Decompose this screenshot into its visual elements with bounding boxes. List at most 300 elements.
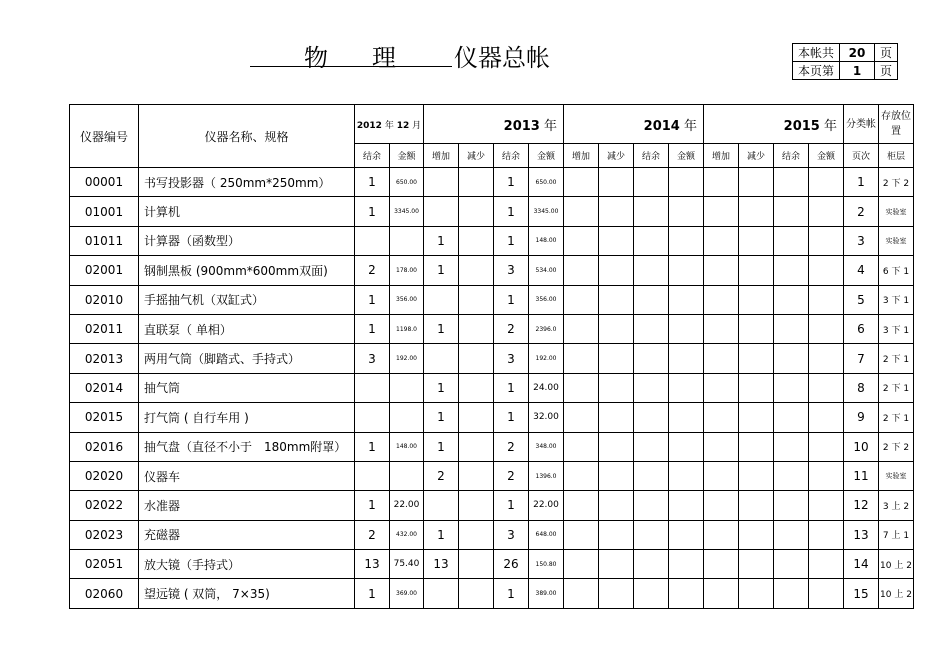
empty-cell [774, 491, 809, 520]
amount-2012: 178.00 [390, 256, 424, 285]
category-page: 2 [844, 197, 879, 226]
empty-cell [809, 432, 844, 461]
instrument-code: 02020 [70, 461, 139, 490]
amount-2013: 148.00 [529, 226, 564, 255]
current-page-value: 1 [840, 62, 875, 80]
instrument-code: 02060 [70, 579, 139, 608]
empty-cell [739, 344, 774, 373]
instrument-name: 充磁器 [139, 520, 355, 549]
category-page: 4 [844, 256, 879, 285]
decrease-2013 [459, 285, 494, 314]
amount-2012: 432.00 [390, 520, 424, 549]
storage-shelf: 3 上 2 [879, 491, 914, 520]
empty-cell [704, 491, 739, 520]
empty-cell [704, 344, 739, 373]
empty-cell [564, 197, 599, 226]
instrument-name: 手摇抽气机（双缸式） [139, 285, 355, 314]
storage-shelf: 10 上 2 [879, 579, 914, 608]
empty-cell [739, 491, 774, 520]
balance-2013: 3 [494, 520, 529, 549]
empty-cell [774, 550, 809, 579]
instrument-name: 打气筒 ( 自行车用 ) [139, 403, 355, 432]
amount-2013: 650.00 [529, 168, 564, 197]
balance-2013: 1 [494, 403, 529, 432]
decrease-2013 [459, 491, 494, 520]
empty-cell [774, 373, 809, 402]
sub-shelf: 柜层 [879, 144, 914, 168]
category-page: 6 [844, 314, 879, 343]
amount-2012: 650.00 [390, 168, 424, 197]
balance-2013: 3 [494, 256, 529, 285]
empty-cell [739, 403, 774, 432]
instrument-code: 02011 [70, 314, 139, 343]
empty-cell [704, 403, 739, 432]
sub-2012-balance: 结余 [355, 144, 390, 168]
amount-2012: 1198.0 [390, 314, 424, 343]
ledger-table [69, 104, 914, 609]
instrument-code: 02016 [70, 432, 139, 461]
sub-2015-amount: 金额 [809, 144, 844, 168]
increase-2013 [424, 168, 459, 197]
amount-2012: 148.00 [390, 432, 424, 461]
current-page-unit: 页 [875, 62, 898, 80]
table-row [70, 520, 914, 549]
empty-cell [599, 285, 634, 314]
table-row [70, 403, 914, 432]
header-2012-month: 12 [396, 120, 410, 131]
empty-cell [739, 550, 774, 579]
amount-2013: 24.00 [529, 373, 564, 402]
table-row [70, 314, 914, 343]
table-row [70, 491, 914, 520]
balance-2013: 1 [494, 226, 529, 255]
empty-cell [564, 432, 599, 461]
empty-cell [739, 314, 774, 343]
table-row [70, 432, 914, 461]
empty-cell [599, 197, 634, 226]
storage-shelf: 2 下 1 [879, 344, 914, 373]
instrument-code: 02014 [70, 373, 139, 402]
decrease-2013 [459, 373, 494, 402]
title-suffix: 仪器总帐 [454, 44, 550, 72]
instrument-code: 02001 [70, 256, 139, 285]
subject-underline [250, 38, 452, 67]
empty-cell [809, 314, 844, 343]
empty-cell [809, 285, 844, 314]
header-2012-month-unit: 月 [412, 120, 422, 131]
increase-2013 [424, 579, 459, 608]
balance-2012: 1 [355, 432, 390, 461]
header-2014 [564, 105, 704, 144]
table-row [70, 373, 914, 402]
table-row [70, 461, 914, 490]
empty-cell [774, 461, 809, 490]
amount-2013: 22.00 [529, 491, 564, 520]
empty-cell [704, 579, 739, 608]
empty-cell [774, 344, 809, 373]
empty-cell [774, 432, 809, 461]
table-row [70, 226, 914, 255]
increase-2013: 1 [424, 432, 459, 461]
empty-cell [739, 256, 774, 285]
title-subject-char1: 物 [304, 44, 328, 72]
sub-2013-balance: 结余 [494, 144, 529, 168]
header-2013-year-unit: 年 [543, 118, 557, 134]
empty-cell [599, 344, 634, 373]
empty-cell [739, 197, 774, 226]
empty-cell [599, 461, 634, 490]
increase-2013: 1 [424, 256, 459, 285]
empty-cell [669, 432, 704, 461]
empty-cell [739, 285, 774, 314]
empty-cell [809, 226, 844, 255]
empty-cell [669, 344, 704, 373]
balance-2013: 26 [494, 550, 529, 579]
empty-cell [564, 550, 599, 579]
increase-2013: 2 [424, 461, 459, 490]
storage-shelf: 2 下 1 [879, 403, 914, 432]
decrease-2013 [459, 432, 494, 461]
header-2015 [704, 105, 844, 144]
instrument-name: 抽气筒 [139, 373, 355, 402]
header-2013 [424, 105, 564, 144]
instrument-code: 01001 [70, 197, 139, 226]
amount-2013: 150.80 [529, 550, 564, 579]
instrument-code: 02023 [70, 520, 139, 549]
empty-cell [704, 168, 739, 197]
empty-cell [564, 168, 599, 197]
empty-cell [669, 373, 704, 402]
empty-cell [564, 491, 599, 520]
empty-cell [809, 168, 844, 197]
empty-cell [564, 226, 599, 255]
amount-2013: 648.00 [529, 520, 564, 549]
empty-cell [774, 403, 809, 432]
instrument-name: 两用气筒（脚踏式、手持式） [139, 344, 355, 373]
category-page: 13 [844, 520, 879, 549]
empty-cell [599, 256, 634, 285]
empty-cell [704, 373, 739, 402]
decrease-2013 [459, 579, 494, 608]
current-page-label: 本页第 [793, 62, 840, 80]
empty-cell [634, 344, 669, 373]
balance-2012 [355, 461, 390, 490]
empty-cell [634, 432, 669, 461]
sub-2013-decrease: 减少 [459, 144, 494, 168]
empty-cell [774, 226, 809, 255]
header-2015-year: 2015 [783, 118, 820, 134]
instrument-name: 放大镜（手持式） [139, 550, 355, 579]
instrument-code: 00001 [70, 168, 139, 197]
amount-2012: 192.00 [390, 344, 424, 373]
storage-shelf: 10 上 2 [879, 550, 914, 579]
empty-cell [599, 314, 634, 343]
storage-shelf: 实验室 [879, 226, 914, 255]
empty-cell [774, 520, 809, 549]
empty-cell [564, 256, 599, 285]
balance-2012: 13 [355, 550, 390, 579]
header-code: 仪器编号 [70, 105, 139, 168]
empty-cell [669, 256, 704, 285]
empty-cell [634, 168, 669, 197]
balance-2012: 2 [355, 256, 390, 285]
empty-cell [669, 520, 704, 549]
empty-cell [634, 256, 669, 285]
empty-cell [774, 256, 809, 285]
empty-cell [599, 403, 634, 432]
sub-2014-decrease: 减少 [599, 144, 634, 168]
header-name: 仪器名称、规格 [139, 105, 355, 168]
increase-2013: 1 [424, 373, 459, 402]
balance-2012: 1 [355, 285, 390, 314]
increase-2013: 1 [424, 314, 459, 343]
header-2012 [355, 105, 424, 144]
category-page: 3 [844, 226, 879, 255]
header-storage: 存放位置 [879, 105, 914, 144]
empty-cell [739, 520, 774, 549]
total-pages-value: 20 [840, 44, 875, 62]
amount-2012 [390, 226, 424, 255]
empty-cell [564, 344, 599, 373]
sub-2014-balance: 结余 [634, 144, 669, 168]
empty-cell [634, 520, 669, 549]
amount-2013: 3345.00 [529, 197, 564, 226]
empty-cell [599, 226, 634, 255]
table-row [70, 550, 914, 579]
increase-2013 [424, 285, 459, 314]
balance-2012 [355, 403, 390, 432]
instrument-name: 计算器（函数型） [139, 226, 355, 255]
empty-cell [809, 373, 844, 402]
instrument-code: 01011 [70, 226, 139, 255]
storage-shelf: 3 下 1 [879, 285, 914, 314]
empty-cell [669, 491, 704, 520]
empty-cell [774, 579, 809, 608]
empty-cell [809, 491, 844, 520]
instrument-name: 望远镜 ( 双筒， 7×35) [139, 579, 355, 608]
amount-2012: 22.00 [390, 491, 424, 520]
decrease-2013 [459, 403, 494, 432]
balance-2013: 1 [494, 491, 529, 520]
header-2014-year-unit: 年 [683, 118, 697, 134]
balance-2013: 1 [494, 197, 529, 226]
balance-2012 [355, 226, 390, 255]
empty-cell [774, 285, 809, 314]
instrument-code: 02013 [70, 344, 139, 373]
empty-cell [704, 432, 739, 461]
instrument-name: 书写投影器（ 250mm*250mm） [139, 168, 355, 197]
empty-cell [809, 550, 844, 579]
empty-cell [599, 373, 634, 402]
empty-cell [739, 373, 774, 402]
balance-2012: 1 [355, 168, 390, 197]
empty-cell [809, 520, 844, 549]
balance-2012: 1 [355, 197, 390, 226]
category-page: 9 [844, 403, 879, 432]
empty-cell [599, 520, 634, 549]
empty-cell [634, 461, 669, 490]
amount-2013: 32.00 [529, 403, 564, 432]
empty-cell [739, 461, 774, 490]
balance-2013: 3 [494, 344, 529, 373]
empty-cell [809, 344, 844, 373]
sub-page-no: 页次 [844, 144, 879, 168]
balance-2013: 2 [494, 461, 529, 490]
empty-cell [634, 550, 669, 579]
empty-cell [599, 550, 634, 579]
empty-cell [774, 314, 809, 343]
empty-cell [634, 285, 669, 314]
category-page: 15 [844, 579, 879, 608]
amount-2012: 356.00 [390, 285, 424, 314]
increase-2013: 1 [424, 226, 459, 255]
empty-cell [634, 491, 669, 520]
amount-2013: 348.00 [529, 432, 564, 461]
table-row [70, 256, 914, 285]
empty-cell [599, 579, 634, 608]
instrument-code: 02022 [70, 491, 139, 520]
empty-cell [669, 226, 704, 255]
header-2015-year-unit: 年 [823, 118, 837, 134]
balance-2013: 2 [494, 432, 529, 461]
category-page: 11 [844, 461, 879, 490]
empty-cell [704, 461, 739, 490]
empty-cell [669, 461, 704, 490]
sub-2013-increase: 增加 [424, 144, 459, 168]
empty-cell [704, 256, 739, 285]
category-page: 7 [844, 344, 879, 373]
empty-cell [634, 314, 669, 343]
category-page: 5 [844, 285, 879, 314]
ledger-rows [70, 168, 914, 609]
empty-cell [669, 168, 704, 197]
total-pages-unit: 页 [875, 44, 898, 62]
category-page: 10 [844, 432, 879, 461]
amount-2013: 534.00 [529, 256, 564, 285]
table-row [70, 344, 914, 373]
instrument-name: 抽气盘（直径不小于 180mm附罩） [139, 432, 355, 461]
amount-2012 [390, 461, 424, 490]
empty-cell [634, 226, 669, 255]
empty-cell [739, 168, 774, 197]
sub-2012-amount: 金额 [390, 144, 424, 168]
instrument-name: 仪器车 [139, 461, 355, 490]
balance-2013: 1 [494, 579, 529, 608]
decrease-2013 [459, 197, 494, 226]
empty-cell [774, 168, 809, 197]
empty-cell [599, 432, 634, 461]
empty-cell [564, 403, 599, 432]
balance-2013: 1 [494, 285, 529, 314]
balance-2012 [355, 373, 390, 402]
storage-shelf: 实验室 [879, 461, 914, 490]
storage-shelf: 7 上 1 [879, 520, 914, 549]
amount-2012: 3345.00 [390, 197, 424, 226]
empty-cell [599, 491, 634, 520]
empty-cell [704, 285, 739, 314]
amount-2013: 389.00 [529, 579, 564, 608]
amount-2013: 192.00 [529, 344, 564, 373]
title-subject-char2: 理 [372, 44, 396, 72]
balance-2013: 2 [494, 314, 529, 343]
table-row [70, 579, 914, 608]
sub-2013-amount: 金额 [529, 144, 564, 168]
category-page: 14 [844, 550, 879, 579]
amount-2012 [390, 373, 424, 402]
empty-cell [634, 403, 669, 432]
empty-cell [634, 197, 669, 226]
balance-2012: 1 [355, 314, 390, 343]
instrument-name: 水准器 [139, 491, 355, 520]
instrument-name: 钢制黑板 (900mm*600mm双面) [139, 256, 355, 285]
instrument-code: 02010 [70, 285, 139, 314]
empty-cell [669, 197, 704, 226]
sub-2015-balance: 结余 [774, 144, 809, 168]
amount-2012: 75.40 [390, 550, 424, 579]
empty-cell [669, 550, 704, 579]
increase-2013: 1 [424, 403, 459, 432]
empty-cell [704, 520, 739, 549]
storage-shelf: 2 下 2 [879, 168, 914, 197]
storage-shelf: 2 下 2 [879, 432, 914, 461]
decrease-2013 [459, 314, 494, 343]
decrease-2013 [459, 226, 494, 255]
instrument-name: 计算机 [139, 197, 355, 226]
empty-cell [564, 373, 599, 402]
empty-cell [774, 197, 809, 226]
sub-2014-amount: 金额 [669, 144, 704, 168]
empty-cell [564, 520, 599, 549]
category-page: 1 [844, 168, 879, 197]
empty-cell [809, 461, 844, 490]
empty-cell [564, 314, 599, 343]
header-2012-year-unit: 年 [384, 120, 394, 131]
amount-2013: 2396.0 [529, 314, 564, 343]
empty-cell [704, 197, 739, 226]
empty-cell [739, 226, 774, 255]
empty-cell [564, 285, 599, 314]
decrease-2013 [459, 256, 494, 285]
empty-cell [704, 314, 739, 343]
header-2012-year: 2012 [356, 120, 382, 131]
table-row [70, 197, 914, 226]
decrease-2013 [459, 168, 494, 197]
category-page: 8 [844, 373, 879, 402]
empty-cell [564, 579, 599, 608]
storage-shelf: 6 下 1 [879, 256, 914, 285]
sub-2015-increase: 增加 [704, 144, 739, 168]
balance-2012: 1 [355, 579, 390, 608]
increase-2013 [424, 491, 459, 520]
page-info-box [792, 43, 898, 80]
instrument-name: 直联泵（ 单相） [139, 314, 355, 343]
empty-cell [704, 226, 739, 255]
empty-cell [739, 579, 774, 608]
empty-cell [704, 550, 739, 579]
balance-2013: 1 [494, 168, 529, 197]
empty-cell [634, 373, 669, 402]
increase-2013 [424, 197, 459, 226]
empty-cell [564, 461, 599, 490]
table-row [70, 168, 914, 197]
sub-2014-increase: 增加 [564, 144, 599, 168]
empty-cell [669, 403, 704, 432]
decrease-2013 [459, 520, 494, 549]
storage-shelf: 实验室 [879, 197, 914, 226]
increase-2013: 1 [424, 520, 459, 549]
empty-cell [739, 432, 774, 461]
empty-cell [809, 403, 844, 432]
